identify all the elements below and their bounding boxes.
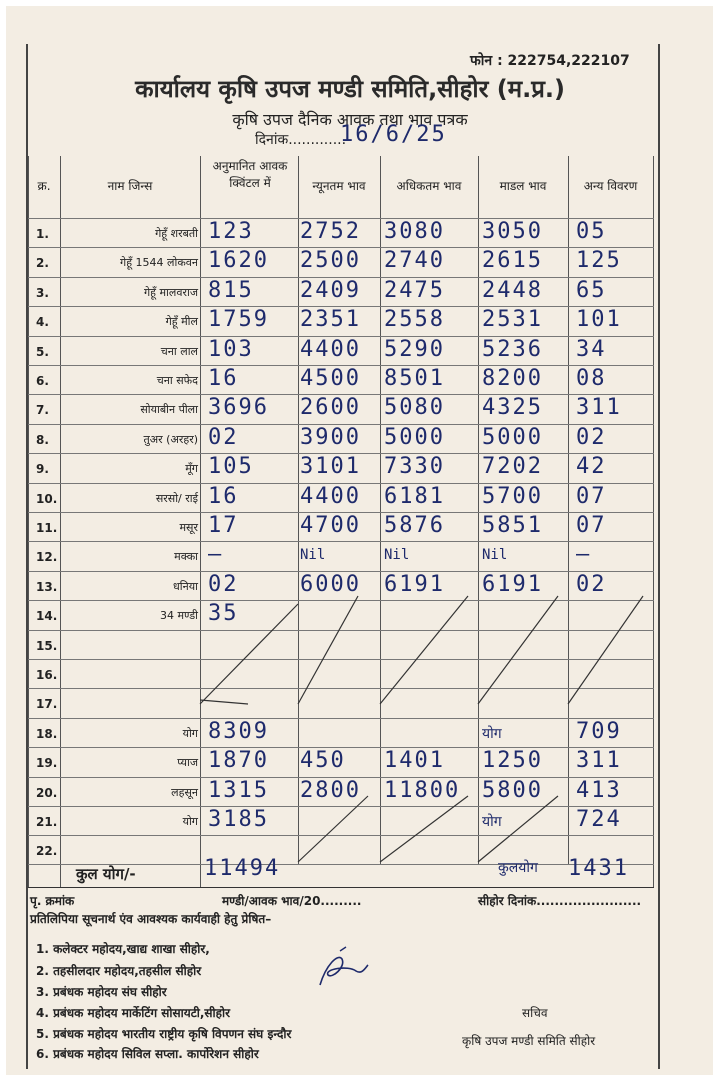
cell-arrival: 103 [208, 336, 254, 362]
cell-min-price: 4700 [300, 513, 361, 538]
cell-arrival: 123 [208, 219, 254, 244]
cell-max-price: 5080 [384, 395, 445, 421]
cell-other: 02 [576, 424, 607, 450]
cell-min-price: 2409 [300, 277, 361, 303]
recipient-item: 1. कलेक्टर महोदय,खाद्य शाखा सीहोर, [36, 942, 210, 956]
col-header-max: अधिकतम भाव [396, 179, 462, 193]
cell-max-price: 3080 [384, 219, 445, 244]
cell-modal-price: योग [482, 814, 502, 830]
cell-min-price: Nil [300, 547, 326, 564]
cell-modal-price: 6191 [482, 571, 543, 597]
office-title: कार्यालय कृषि उपज मण्डी समिति,सीहोर (म.प्र.) [135, 75, 565, 103]
signature [312, 945, 372, 995]
cell-min-price: 4400 [300, 483, 361, 509]
cell-arrival: 17 [208, 513, 239, 538]
recipient-item: 2. तहसीलदार महोदय,तहसील सीहोर [36, 964, 202, 978]
row-serial: 9. [36, 462, 49, 477]
cell-max-price: 5290 [384, 336, 445, 362]
row-serial: 5. [36, 344, 49, 359]
recipient-item: 3. प्रबंधक महोदय संघ सीहोर [36, 985, 167, 999]
cell-arrival: 105 [208, 454, 254, 480]
row-commodity: योग [182, 815, 198, 828]
cell-other: 02 [576, 571, 607, 597]
cell-modal-price: 2531 [482, 307, 543, 333]
mandi-reference: मण्डी/आवक भाव/20......... [222, 894, 362, 908]
cell-other: 101 [576, 307, 622, 333]
cell-max-price: 5876 [384, 513, 445, 538]
strike-line [380, 596, 468, 704]
row-commodity: चना लाल [160, 344, 198, 358]
row-commodity: मसूर [179, 521, 198, 534]
secretary-label: सचिव [522, 1006, 548, 1020]
row-commodity: 34 मण्डी [159, 609, 198, 623]
row-commodity: धनिया [173, 579, 198, 593]
copy-note: प्रतिलिपिया सूचनार्थ एंव आवश्यक कार्यवाही हेतु प्रेषित– [30, 912, 272, 926]
cell-arrival: 1759 [208, 307, 269, 333]
strike-line [568, 596, 643, 704]
cell-modal-price: 5800 [482, 777, 543, 803]
cell-arrival: 3696 [208, 395, 269, 421]
row-serial: 21. [36, 815, 58, 829]
col-header-other: अन्य विवरण [583, 179, 638, 193]
cell-other: — [576, 542, 592, 568]
row-serial: 7. [36, 403, 49, 418]
recipient-item: 4. प्रबंधक महोदय मार्केटिंग सोसायटी,सीहोर [36, 1006, 231, 1020]
row-commodity: सोयाबीन पीला [140, 403, 198, 417]
cell-modal-price: 2615 [482, 248, 543, 274]
cell-arrival: 815 [208, 277, 254, 303]
cell-max-price: 2558 [384, 307, 445, 333]
cell-other: 709 [576, 718, 622, 744]
row-commodity: गेहूँ मालवराज [143, 285, 198, 299]
row-commodity: प्याज [177, 756, 198, 770]
row-commodity: गेहूँ 1544 लोकवन [120, 256, 198, 270]
cell-max-price: 8501 [384, 366, 445, 391]
strike-line [478, 596, 558, 704]
row-serial: 2. [36, 256, 49, 271]
row-serial: 16. [36, 668, 58, 682]
cell-arrival: 1870 [208, 748, 269, 774]
document-subtitle: कृषि उपज दैनिक आवक तथा भाव पत्रक [232, 110, 468, 129]
row-serial: 6. [36, 374, 49, 388]
cell-min-price: 2351 [300, 307, 361, 333]
cell-arrival: 3185 [208, 807, 269, 832]
row-serial: 22. [36, 844, 58, 859]
col-header-modal: माडल भाव [499, 179, 547, 193]
row-commodity: मूँग [185, 462, 198, 476]
cell-other: 724 [576, 807, 622, 832]
cell-min-price: 2500 [300, 248, 361, 274]
col-header-sn: क्र. [37, 179, 51, 193]
cell-other: 65 [576, 277, 607, 303]
total-arrival: 11494 [204, 856, 281, 881]
cell-arrival: 1315 [208, 777, 269, 803]
col-header-min: न्यूनतम भाव [312, 179, 366, 193]
strike-line [200, 700, 248, 704]
cell-other: 125 [576, 248, 622, 274]
cell-other: 311 [576, 395, 622, 421]
recipient-item: 6. प्रबंधक महोदय सिविल सप्ला. कार्पोरेशन सीहोर [36, 1047, 259, 1061]
cell-arrival: — [208, 542, 224, 568]
row-serial: 11. [36, 521, 58, 535]
cell-other: 07 [576, 483, 607, 509]
cell-arrival: 35 [208, 601, 239, 627]
cell-min-price: 3101 [300, 454, 361, 480]
strike-line [478, 796, 558, 862]
row-commodity: गेहूँ मील [165, 315, 198, 329]
cell-max-price: Nil [384, 547, 410, 564]
date-value: 16/6/25 [340, 122, 447, 147]
cell-min-price: 4500 [300, 366, 361, 391]
row-commodity: तुअर (अरहर) [143, 432, 198, 446]
row-serial: 18. [36, 726, 58, 741]
secretary-org: कृषि उपज मण्डी समिति सीहोर [462, 1034, 596, 1048]
strike-line [380, 796, 468, 862]
cell-other: 311 [576, 748, 622, 774]
cell-modal-price: 1250 [482, 748, 543, 774]
cell-min-price: 6000 [300, 571, 361, 597]
cell-other: 07 [576, 513, 607, 538]
cell-modal-price: 5851 [482, 513, 543, 538]
cell-max-price: 1401 [384, 748, 445, 774]
cell-max-price: 6181 [384, 483, 445, 509]
cell-modal-price: 5236 [482, 336, 543, 362]
cell-arrival: 16 [208, 366, 239, 391]
cell-other: 05 [576, 219, 607, 244]
recipient-item: 5. प्रबंधक महोदय भारतीय राष्ट्रीय कृषि विपणन संघ इन्दौर [36, 1027, 292, 1041]
row-serial: 17. [36, 697, 58, 712]
row-commodity: चना सफेद [156, 374, 198, 387]
row-serial: 20. [36, 785, 58, 800]
col-header-name: नाम जिन्स [107, 179, 153, 193]
phone-number: फोन : 222754,222107 [470, 53, 630, 69]
date-label: दिनांक............. [255, 132, 347, 148]
cell-modal-price: 2448 [482, 277, 543, 303]
cell-modal-price: 4325 [482, 395, 543, 421]
row-serial: 14. [36, 609, 58, 624]
row-serial: 1. [36, 227, 49, 241]
strike-line [298, 796, 368, 862]
strike-line [200, 604, 298, 704]
strike-lines [28, 156, 654, 888]
arrival-price-table [28, 156, 654, 888]
cell-max-price: 6191 [384, 571, 445, 597]
cell-modal-price: 7202 [482, 454, 543, 480]
row-commodity: योग [182, 726, 198, 740]
cell-min-price: 3900 [300, 424, 361, 450]
cell-modal-price: 5000 [482, 424, 543, 450]
cell-max-price: 5000 [384, 424, 445, 450]
cell-arrival: 16 [208, 483, 239, 509]
cell-max-price: 11800 [384, 777, 461, 803]
total-modal-label: कुलयोग [498, 860, 538, 876]
cell-arrival: 8309 [208, 718, 269, 744]
cell-other: 413 [576, 777, 622, 803]
row-commodity: लहसून [171, 785, 198, 799]
serial-label: पृ. क्रमांक [30, 894, 75, 908]
cell-min-price: 450 [300, 748, 346, 774]
row-serial: 13. [36, 579, 58, 594]
cell-min-price: 2600 [300, 395, 361, 421]
cell-max-price: 2475 [384, 277, 445, 303]
cell-min-price: 2800 [300, 777, 361, 803]
row-commodity: गेहूँ शरबती [155, 227, 198, 240]
cell-arrival: 02 [208, 424, 239, 450]
row-serial: 3. [36, 285, 49, 300]
cell-arrival: 1620 [208, 248, 269, 274]
place-date: सीहोर दिनांक....................... [478, 894, 642, 908]
cell-other: 08 [576, 366, 607, 391]
total-other: 1431 [568, 856, 629, 881]
cell-other: 42 [576, 454, 607, 480]
row-serial: 12. [36, 550, 58, 565]
cell-min-price: 4400 [300, 336, 361, 362]
row-serial: 10. [36, 491, 58, 506]
cell-modal-price: योग [482, 725, 502, 742]
cell-max-price: 2740 [384, 248, 445, 274]
col-header-arrival: अनुमानित आवक क्विंटल में [212, 159, 288, 190]
row-serial: 8. [36, 432, 49, 447]
row-commodity: मक्का [174, 550, 198, 564]
cell-modal-price: 8200 [482, 366, 543, 391]
row-serial: 4. [36, 315, 49, 330]
total-label: कुल योग/- [76, 865, 136, 883]
cell-min-price: 2752 [300, 219, 361, 244]
cell-other: 34 [576, 336, 607, 362]
cell-max-price: 7330 [384, 454, 445, 480]
row-serial: 19. [36, 756, 58, 771]
row-serial: 15. [36, 638, 58, 653]
strike-line [298, 596, 358, 704]
cell-modal-price: Nil [482, 547, 508, 564]
cell-modal-price: 3050 [482, 219, 543, 244]
row-commodity: सरसो/ राई [155, 491, 198, 505]
cell-arrival: 02 [208, 571, 239, 597]
cell-modal-price: 5700 [482, 483, 543, 509]
